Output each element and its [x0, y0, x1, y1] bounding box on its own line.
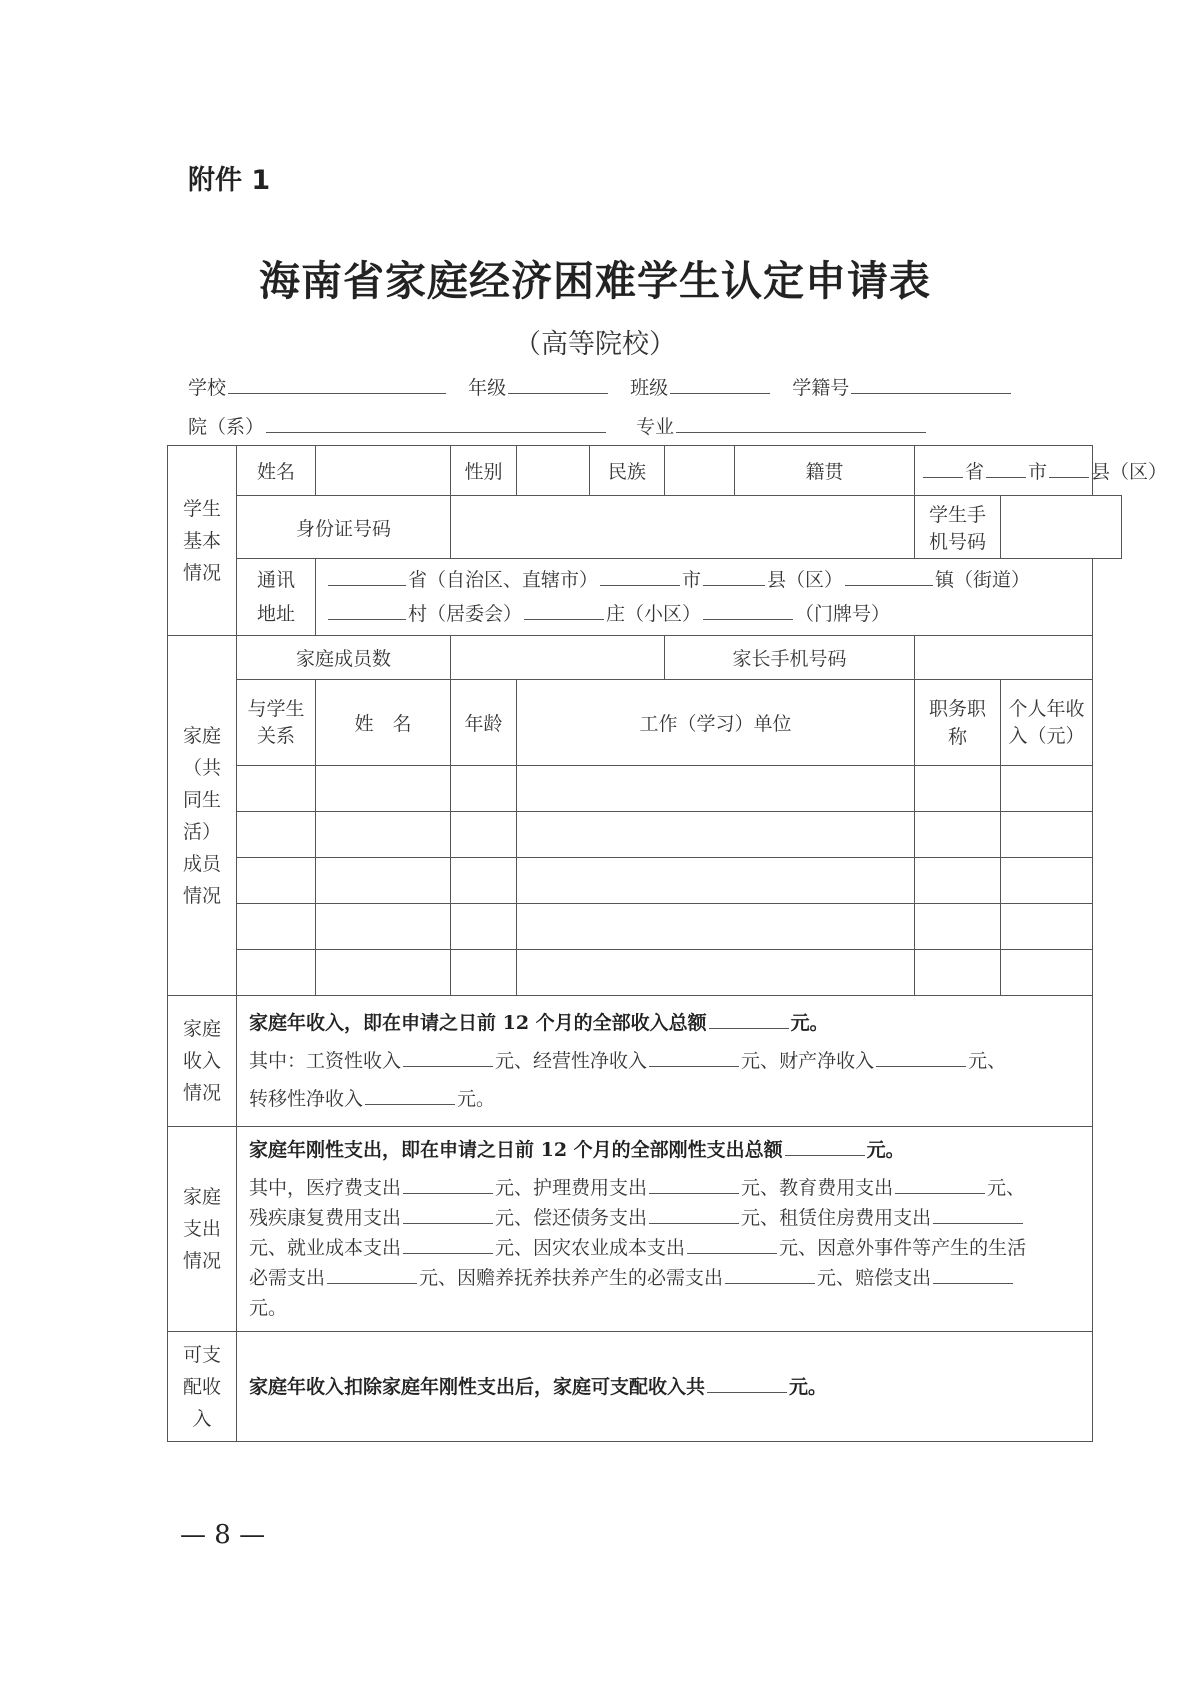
section-family: 家庭（共同生活）成员情况 — [168, 636, 237, 996]
income-cell[interactable]: 家庭年收入，即在申请之日前 12 个月的全部收入总额 元。 其中：工资性收入 元、经营性净收入 元、财产净收入 元、 转移性净收入 元。 — [237, 996, 1093, 1127]
col-relation: 与学生关系 — [237, 680, 316, 766]
name-cell[interactable] — [316, 446, 451, 496]
ethnicity-label: 民族 — [590, 446, 665, 496]
class-label: 班级 — [630, 377, 669, 399]
department-field[interactable] — [266, 418, 606, 433]
address-label: 通讯 地址 — [237, 559, 316, 636]
table-row — [168, 904, 1122, 950]
page-number: — 8 — — [180, 1520, 266, 1550]
student-phone-cell[interactable] — [1001, 496, 1122, 559]
form-title: 海南省家庭经济困难学生认定申请表 — [259, 257, 931, 305]
col-work: 工作（学习）单位 — [517, 680, 915, 766]
department-label: 院（系） — [188, 416, 265, 438]
class-field[interactable] — [670, 379, 770, 394]
member-count-cell[interactable] — [451, 636, 665, 680]
student-id-field[interactable] — [851, 379, 1011, 394]
grade-label: 年级 — [468, 377, 507, 399]
section-disposable: 可支配收入 — [168, 1332, 237, 1442]
table-row — [168, 950, 1122, 996]
major-label: 专业 — [636, 416, 675, 438]
section-expense: 家庭支出情况 — [168, 1127, 237, 1332]
col-age: 年龄 — [451, 680, 517, 766]
application-table — [167, 445, 1168, 1442]
student-id-label: 学籍号 — [792, 377, 850, 399]
major-field[interactable] — [676, 418, 926, 433]
parent-phone-label: 家长手机号码 — [665, 636, 915, 680]
member-count-label: 家庭成员数 — [237, 636, 451, 680]
gender-cell[interactable] — [517, 446, 590, 496]
table-row — [168, 812, 1122, 858]
col-title: 职务职称 — [915, 680, 1001, 766]
disposable-cell[interactable]: 家庭年收入扣除家庭年刚性支出后，家庭可支配收入共 元。 — [237, 1332, 1093, 1442]
origin-label: 籍贯 — [735, 446, 915, 496]
header-row-2 — [188, 412, 928, 439]
table-row — [168, 858, 1122, 904]
grade-field[interactable] — [508, 379, 608, 394]
section-basic: 学生基本情况 — [168, 446, 237, 636]
col-name: 姓 名 — [316, 680, 451, 766]
school-field[interactable] — [228, 379, 446, 394]
ethnicity-cell[interactable] — [665, 446, 735, 496]
form-subtitle: （高等院校） — [514, 329, 676, 360]
section-income: 家庭收入情况 — [168, 996, 237, 1127]
id-number-label: 身份证号码 — [237, 496, 451, 559]
parent-phone-cell[interactable] — [915, 636, 1093, 680]
expense-cell[interactable]: 家庭年刚性支出，即在申请之日前 12 个月的全部刚性支出总额 元。 其中，医疗费支出 元、护理费用支出 元、教育费用支出 元、 残疾康复费用支出 元、偿还债务支出 元、租赁住房费用支出 元、就业成本支出 元、因灾农业成本支出 元、因意外事件等产生的生活 必需支出 元、因赡养抚养扶养产生的必需支出 元、赔偿支出 元。 — [237, 1127, 1093, 1332]
col-income: 个人年收入（元） — [1001, 680, 1093, 766]
gender-label: 性别 — [451, 446, 517, 496]
school-label: 学校 — [188, 377, 227, 399]
attachment-label: 附件 1 — [188, 165, 271, 196]
name-label: 姓名 — [237, 446, 316, 496]
address-cell[interactable]: 省（自治区、直辖市） 市 县（区） 镇（街道） 村（居委会） 庄（小区） （门牌号） — [316, 559, 1093, 636]
table-row — [168, 766, 1122, 812]
header-row-1 — [188, 373, 1013, 400]
origin-cell[interactable]: 省 市 县（区） — [915, 446, 1093, 496]
id-number-cell[interactable] — [451, 496, 915, 559]
student-phone-label: 学生手机号码 — [915, 496, 1001, 559]
